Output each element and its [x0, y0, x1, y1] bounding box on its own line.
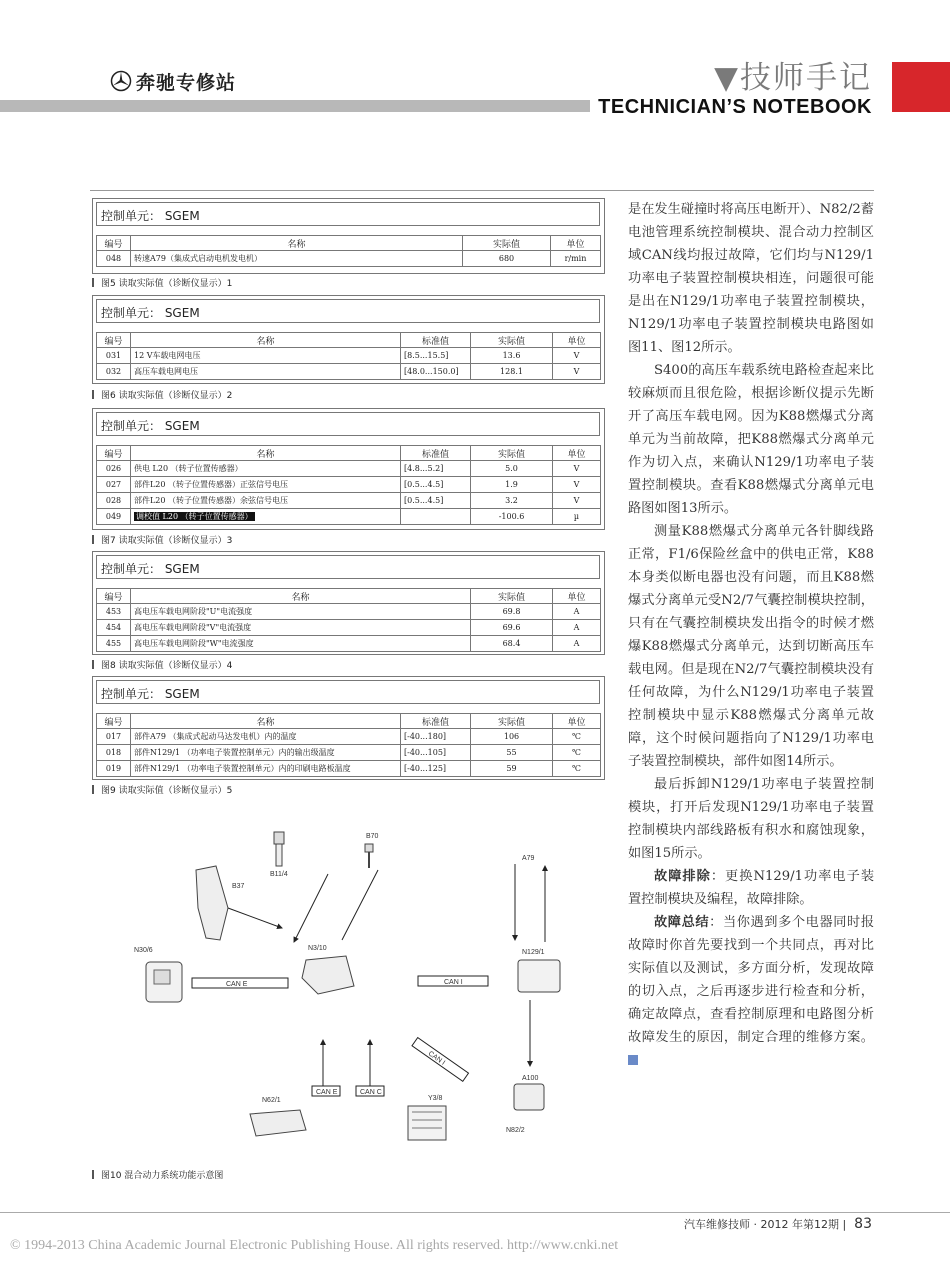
cell-unit: V — [553, 493, 601, 509]
header-cell: 编号 — [97, 333, 131, 348]
cell-actual: 680 — [463, 251, 551, 267]
article-paragraph — [628, 911, 874, 1072]
header-cell: 标准值 — [401, 714, 471, 729]
figure5-panel — [92, 198, 605, 274]
fault-fix-text: ：更换N129/1功率电子装置控制模块及编程，故障排除。 — [628, 869, 875, 907]
label-n82: N82/2 — [506, 1127, 525, 1134]
mercedes-logo-icon — [110, 70, 132, 92]
sensor-b70-icon — [365, 844, 373, 868]
label-a100: A100 — [522, 1075, 539, 1082]
fault-summary-text: ：当你遇到多个电器同时报故障时你首先要找到一个共同点，再对比实际值以及测试，多方面分析，发现故障的切入点，之后再逐步进行检查和分析，确定故障点，查看控制原理和电路图分析故障发生的原因，制定合理的维修方案。 — [628, 915, 875, 1045]
figure8-unit: 控制单元： SGEM — [96, 555, 600, 579]
header-cell: 单位 — [553, 589, 601, 604]
cell-unit: V — [553, 348, 601, 364]
label-cane1: CAN E — [226, 981, 248, 988]
sensor-b37-icon — [196, 866, 228, 940]
table-row — [97, 620, 601, 636]
cell-actual: 69.6 — [471, 620, 553, 636]
cell-unit: ℃ — [553, 745, 601, 761]
cell-id: 028 — [97, 493, 131, 509]
section-title-en: TECHNICIAN’S NOTEBOOK — [598, 96, 872, 118]
header-cell: 标准值 — [401, 446, 471, 461]
cell-actual: 68.4 — [471, 636, 553, 652]
cell-unit: A — [553, 636, 601, 652]
label-cani1: CAN I — [444, 979, 463, 986]
cell-name: 高电压车载电网阶段"W"电流强度 — [131, 636, 471, 652]
figure8-caption: 图8 读取实际值（诊断仪显示）4 — [92, 658, 232, 671]
top-divider — [90, 190, 874, 191]
cell-standard: [4.8...5.2] — [401, 461, 471, 477]
header-cell: 单位 — [551, 236, 601, 251]
label-a79: A79 — [522, 855, 535, 862]
label-n129: N129/1 — [522, 949, 545, 956]
figure10-caption: 图10 混合动力系统功能示意图 — [92, 1168, 223, 1181]
cell-unit: V — [553, 364, 601, 380]
cell-id: 048 — [97, 251, 131, 267]
figure6-table — [96, 332, 601, 380]
figure9-caption: 图9 读取实际值（诊断仪显示）5 — [92, 783, 232, 796]
table-row — [97, 729, 601, 745]
header-cell: 编号 — [97, 236, 131, 251]
cell-name: 高电压车载电网阶段"V"电流强度 — [131, 620, 471, 636]
module-n30-icon — [146, 962, 182, 1002]
cell-unit: V — [553, 477, 601, 493]
cell-standard: [48.0...150.0] — [401, 364, 471, 380]
figure7-unit: 控制单元： SGEM — [96, 412, 600, 436]
cell-actual: 55 — [471, 745, 553, 761]
article-paragraph — [628, 865, 874, 911]
cell-id: 031 — [97, 348, 131, 364]
red-accent-block — [892, 62, 950, 112]
figure5-unit: 控制单元： SGEM — [96, 202, 600, 226]
module-n62-icon — [250, 1110, 306, 1136]
header-bar — [0, 100, 590, 112]
header-cell: 实际值 — [463, 236, 551, 251]
fault-fix-label: 故障排除 — [654, 869, 711, 884]
figure5-caption: 图5 读取实际值（诊断仪显示）1 — [92, 276, 232, 289]
article-paragraph: 是在发生碰撞时将高压电断开）、N82/2蓄电池管理系统控制模块、混合动力控制区域CAN线均报过故障，它们均与N129/1功率电子装置控制模块相连，问题很可能是出在N129/1功率电子装置控制模块，N129/1功率电子装置控制模块电路图如图11、图12所示。 — [628, 202, 874, 355]
figure8-table — [96, 588, 601, 652]
figure6-panel — [92, 295, 605, 384]
header-cell: 编号 — [97, 446, 131, 461]
cell-name: 供电 L20 （转子位置传感器） — [131, 461, 401, 477]
figure9-panel — [92, 676, 605, 780]
table-row — [97, 761, 601, 777]
cell-actual: 106 — [471, 729, 553, 745]
cell-name: 部件L20 （转子位置传感器）正弦信号电压 — [131, 477, 401, 493]
header-cell: 实际值 — [471, 333, 553, 348]
end-mark-icon — [628, 1055, 638, 1065]
footer-info — [684, 1216, 872, 1232]
cell-actual: 5.0 — [471, 461, 553, 477]
cell-unit: ℃ — [553, 761, 601, 777]
header-cell: 单位 — [553, 446, 601, 461]
cell-name: 高电压车载电网阶段"U"电流强度 — [131, 604, 471, 620]
figure9-table — [96, 713, 601, 777]
table-row — [97, 348, 601, 364]
table-row — [97, 477, 601, 493]
cell-standard: [-40...105] — [401, 745, 471, 761]
page-number: 83 — [854, 1216, 872, 1232]
fault-summary-label: 故障总结 — [654, 915, 710, 930]
header-cell: 单位 — [553, 714, 601, 729]
figure9-unit: 控制单元： SGEM — [96, 680, 600, 704]
cell-actual: 3.2 — [471, 493, 553, 509]
label-cane2: CAN E — [316, 1089, 338, 1096]
cell-name: 部件L20 （转子位置传感器）余弦信号电压 — [131, 493, 401, 509]
module-n129-icon — [518, 960, 560, 992]
table-row — [97, 251, 601, 267]
label-b11: B11/4 — [270, 871, 288, 878]
module-a100-icon — [514, 1084, 544, 1110]
cell-actual: 13.6 — [471, 348, 553, 364]
article-paragraph: S400的高压车载系统电路检查起来比较麻烦而且很危险，根据诊断仪提示先断开了高压车载电网。因为K88燃爆式分离单元为当前故障，把K88燃爆式分离单元作为切入点，来确认N129/1功率电子装置控制模块。查看K88燃爆式分离单元电路图如图13所示。 — [628, 363, 874, 516]
cell-name: 部件A79 （集成式起动马达发电机）内的温度 — [131, 729, 401, 745]
cell-name — [131, 509, 401, 525]
cell-id: 027 — [97, 477, 131, 493]
cell-unit: A — [553, 604, 601, 620]
label-n3: N3/10 — [308, 945, 327, 952]
article-text — [628, 198, 874, 1072]
table-row — [97, 493, 601, 509]
header-cell: 实际值 — [471, 446, 553, 461]
table-row — [97, 636, 601, 652]
cell-id: 026 — [97, 461, 131, 477]
cell-actual: 1.9 — [471, 477, 553, 493]
cell-standard: [-40...180] — [401, 729, 471, 745]
label-b70: B70 — [366, 833, 379, 840]
figure6-caption: 图6 读取实际值（诊断仪显示）2 — [92, 388, 232, 401]
label-y3: Y3/8 — [428, 1095, 443, 1102]
label-b37: B37 — [232, 883, 245, 890]
figure5-table — [96, 235, 601, 267]
article-paragraph: 最后拆卸N129/1功率电子装置控制模块，打开后发现N129/1功率电子装置控制模块内部线路板有积水和腐蚀现象，如图15所示。 — [628, 777, 874, 861]
sensor-b11-icon — [274, 832, 284, 866]
label-cani2: CAN I — [426, 1050, 447, 1067]
cell-name: 12 V车载电网电压 — [131, 348, 401, 364]
header-cell: 实际值 — [471, 714, 553, 729]
cell-name: 高压车载电网电压 — [131, 364, 401, 380]
header-cell: 单位 — [553, 333, 601, 348]
table-row — [97, 364, 601, 380]
highlighted-name: 调校值 L20 （转子位置传感器） — [136, 512, 253, 521]
header-cell: 标准值 — [401, 333, 471, 348]
section-title-cn: ▼技师手记 — [714, 60, 872, 96]
footer-divider — [0, 1212, 950, 1213]
cell-actual: 59 — [471, 761, 553, 777]
module-n3-icon — [302, 956, 354, 994]
header-cell: 名称 — [131, 589, 471, 604]
table-row — [97, 509, 601, 525]
table-row — [97, 461, 601, 477]
label-n30: N30/6 — [134, 947, 153, 954]
figure7-panel — [92, 408, 605, 530]
copyright-line: © 1994-2013 China Academic Journal Electronic Publishing House. All rights reserved. http://www.cnki.net — [10, 1238, 619, 1253]
header-cell: 编号 — [97, 714, 131, 729]
header-cell: 名称 — [131, 333, 401, 348]
figure8-panel — [92, 551, 605, 655]
header-cell: 实际值 — [471, 589, 553, 604]
journal-info: 汽车维修技师 · 2012 年第12期 | — [683, 1218, 847, 1231]
label-n62: N62/1 — [262, 1097, 281, 1104]
cell-id: 453 — [97, 604, 131, 620]
cell-standard — [401, 509, 471, 525]
header-cell: 名称 — [131, 714, 401, 729]
table-row — [97, 604, 601, 620]
label-canc: CAN C — [360, 1089, 382, 1096]
article-paragraph: 测量K88燃爆式分离单元各针脚线路正常，F1/6保险丝盒中的供电正常，K88本身类似断电器也没有问题，而且K88燃爆式分离单元受N2/7气囊控制模块控制，只有在气囊控制模块发出指令的时候才燃爆K88燃爆式分离单元，达到切断高压车载电网。但是现在N2/7气囊控制模块没有任何故障，为什么N129/1功率电子装置控制模块中显示K88燃爆式分离单元故障，这个时候问题指向了N129/1功率电子装置控制模块，部件如图14所示。 — [628, 524, 874, 769]
cell-name: 部件N129/1 （功率电子装置控制单元）内的输出级温度 — [131, 745, 401, 761]
cell-standard: [0.5...4.5] — [401, 477, 471, 493]
cell-id: 032 — [97, 364, 131, 380]
table-row — [97, 745, 601, 761]
cell-unit: A — [553, 620, 601, 636]
cell-id: 049 — [97, 509, 131, 525]
cell-unit: µ — [553, 509, 601, 525]
motor-a79-icon — [515, 864, 545, 942]
cell-actual: -100.6 — [471, 509, 553, 525]
valve-y3-icon — [408, 1106, 446, 1140]
header-cell: 名称 — [131, 236, 463, 251]
cell-actual: 128.1 — [471, 364, 553, 380]
cell-id: 455 — [97, 636, 131, 652]
cell-standard: [8.5...15.5] — [401, 348, 471, 364]
brand-title: 奔驰专修站 — [136, 72, 237, 94]
cell-standard: [-40...125] — [401, 761, 471, 777]
cell-id: 019 — [97, 761, 131, 777]
cell-name: 转速A79（集成式启动电机发电机） — [131, 251, 463, 267]
header-cell: 编号 — [97, 589, 131, 604]
cell-standard: [0.5...4.5] — [401, 493, 471, 509]
header-cell: 名称 — [131, 446, 401, 461]
figure7-table — [96, 445, 601, 525]
figure7-caption: 图7 读取实际值（诊断仪显示）3 — [92, 533, 232, 546]
hybrid-system-diagram — [110, 833, 600, 1160]
cell-id: 018 — [97, 745, 131, 761]
cell-unit: V — [553, 461, 601, 477]
cell-actual: 69.8 — [471, 604, 553, 620]
cell-unit: r/min — [551, 251, 601, 267]
figure6-unit: 控制单元： SGEM — [96, 299, 600, 323]
cell-name: 部件N129/1 （功率电子装置控制单元）内的印刷电路板温度 — [131, 761, 401, 777]
cell-unit: ℃ — [553, 729, 601, 745]
cell-id: 454 — [97, 620, 131, 636]
cell-id: 017 — [97, 729, 131, 745]
